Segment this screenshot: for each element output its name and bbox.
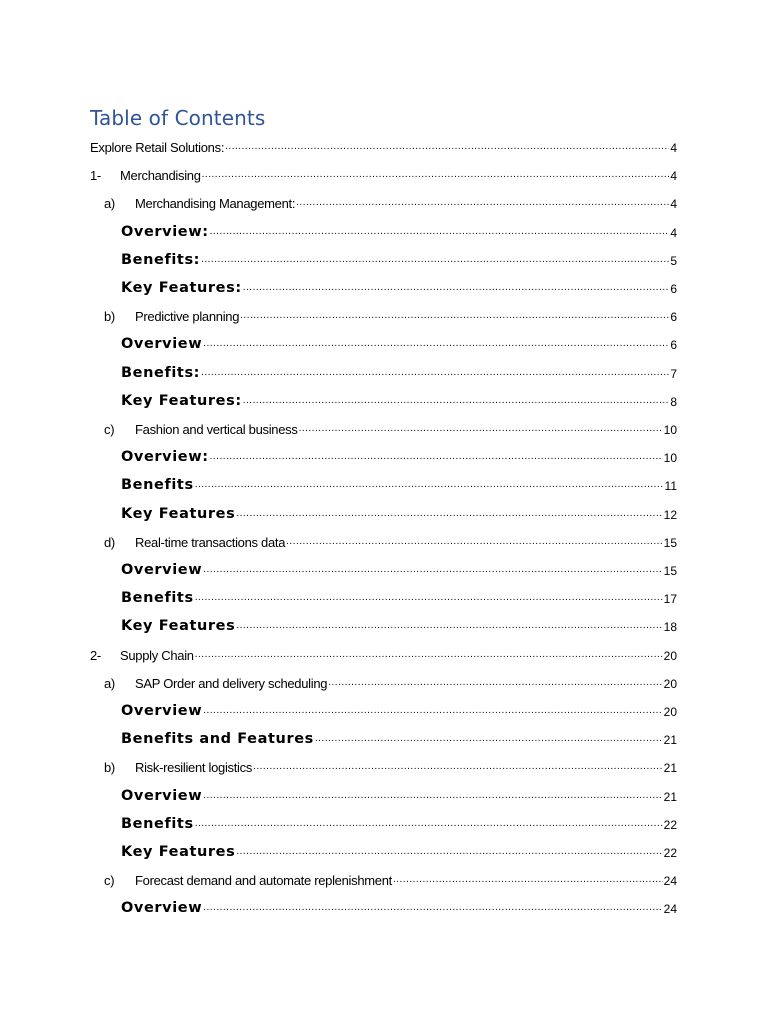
toc-entry-page-number: 21 — [663, 733, 677, 747]
toc-entry-number: a) — [104, 196, 115, 211]
toc-entry-label: Benefits — [121, 816, 194, 832]
toc-entry-label: Risk-resilient logistics — [135, 760, 253, 775]
toc-entry[interactable] — [104, 528, 677, 550]
toc-entry[interactable] — [121, 725, 677, 747]
toc-entry-number: b) — [104, 760, 115, 775]
toc-title: Table of Contents — [90, 106, 266, 130]
toc-entry-page-number: 10 — [663, 451, 677, 465]
toc-entry[interactable] — [121, 274, 677, 296]
toc-entry-label: Real-time transactions data — [135, 535, 286, 550]
toc-entry[interactable] — [121, 500, 677, 522]
dot-leader — [243, 283, 670, 293]
toc-entry[interactable] — [104, 753, 677, 775]
dot-leader — [195, 650, 663, 660]
toc-entry[interactable] — [104, 415, 677, 437]
toc-entry-label: Fashion and vertical business — [135, 422, 298, 437]
toc-entry-label: Benefits and Features — [121, 731, 314, 747]
toc-entry-label: Key Features — [121, 618, 236, 634]
toc-entry-label: Benefits: — [121, 365, 201, 381]
toc-entry-page-number: 4 — [670, 197, 677, 211]
toc-entry[interactable] — [121, 584, 677, 606]
toc-entry-page-number: 6 — [670, 338, 677, 352]
toc-entry[interactable] — [121, 218, 677, 240]
toc-entry-label: SAP Order and delivery scheduling — [135, 676, 328, 691]
dot-leader — [201, 368, 669, 378]
toc-entry-number: 1- — [90, 168, 101, 183]
dot-leader — [236, 509, 662, 519]
toc-entry-label: Overview — [121, 562, 203, 578]
toc-entry-label: Key Features — [121, 506, 236, 522]
toc-entry-label: Key Features: — [121, 393, 242, 409]
toc-entry-label: Overview: — [121, 449, 209, 465]
dot-leader — [203, 903, 662, 913]
dot-leader — [240, 311, 669, 321]
toc-entry[interactable] — [121, 612, 677, 634]
dot-leader — [203, 706, 662, 716]
dot-leader — [210, 227, 670, 237]
toc-entry[interactable] — [104, 669, 677, 691]
toc-entry-page-number: 5 — [670, 254, 677, 268]
toc-entry[interactable] — [121, 810, 677, 832]
toc-entry[interactable] — [121, 387, 677, 409]
dot-leader — [236, 621, 662, 631]
toc-entry-label: Merchandising Management: — [135, 196, 296, 211]
dot-leader — [315, 734, 663, 744]
dot-leader — [243, 396, 670, 406]
toc-entry-page-number: 8 — [670, 395, 677, 409]
toc-entry[interactable] — [90, 161, 677, 183]
toc-entry-number: c) — [104, 422, 115, 437]
dot-leader — [253, 762, 663, 772]
toc-entry[interactable] — [121, 838, 677, 860]
dot-leader — [328, 678, 662, 688]
toc-entry-page-number: 17 — [663, 592, 677, 606]
toc-entry-page-number: 10 — [663, 423, 677, 437]
dot-leader — [286, 537, 662, 547]
toc-entry[interactable] — [121, 443, 677, 465]
toc-entry[interactable] — [104, 189, 677, 211]
toc-entry-number: 2- — [90, 648, 101, 663]
toc-entry-page-number: 4 — [670, 169, 677, 183]
dot-leader — [203, 791, 662, 801]
toc-entry-page-number: 21 — [663, 761, 677, 775]
toc-entry-page-number: 21 — [663, 790, 677, 804]
toc-entry-page-number: 11 — [664, 479, 677, 493]
toc-entry[interactable] — [121, 556, 677, 578]
toc-entry[interactable] — [121, 471, 677, 493]
toc-entry-page-number: 4 — [670, 226, 677, 240]
toc-entry-label: Overview — [121, 788, 203, 804]
toc-entry-label: Overview — [121, 336, 203, 352]
toc-entry-label: Benefits — [121, 590, 194, 606]
dot-leader — [210, 452, 663, 462]
toc-entry-page-number: 15 — [663, 564, 677, 578]
toc-entry-label: Explore Retail Solutions: — [90, 140, 225, 155]
toc-entry-page-number: 20 — [663, 705, 677, 719]
toc-entry-label: Merchandising — [120, 168, 201, 183]
toc-entry[interactable] — [121, 246, 677, 268]
dot-leader — [202, 170, 670, 180]
dot-leader — [236, 847, 662, 857]
toc-entry[interactable] — [104, 302, 677, 324]
dot-leader — [296, 198, 669, 208]
dot-leader — [203, 339, 669, 349]
toc-entry-label: Supply Chain — [120, 648, 194, 663]
toc-entry-page-number: 12 — [663, 508, 677, 522]
dot-leader — [299, 424, 663, 434]
toc-entry-label: Key Features: — [121, 280, 242, 296]
toc-entry[interactable] — [121, 697, 677, 719]
toc-entry[interactable] — [121, 782, 677, 804]
toc-entry-number: c) — [104, 873, 115, 888]
dot-leader — [195, 819, 663, 829]
toc-entry[interactable] — [90, 133, 677, 155]
dot-leader — [201, 255, 669, 265]
toc-entry-label: Benefits: — [121, 252, 201, 268]
toc-entry-page-number: 18 — [663, 620, 677, 634]
toc-entry-number: d) — [104, 535, 115, 550]
dot-leader — [393, 875, 663, 885]
dot-leader — [195, 480, 664, 490]
toc-entry-page-number: 24 — [663, 902, 677, 916]
toc-entry-page-number: 20 — [663, 677, 677, 691]
toc-entry-label: Overview: — [121, 224, 209, 240]
toc-entry-label: Forecast demand and automate replenishment — [135, 873, 392, 888]
toc-entry-label: Predictive planning — [135, 309, 240, 324]
toc-entry-page-number: 22 — [663, 818, 677, 832]
toc-entry-page-number: 15 — [663, 536, 677, 550]
toc-entry[interactable] — [121, 894, 677, 916]
dot-leader — [195, 593, 663, 603]
dot-leader — [203, 565, 662, 575]
toc-entry-page-number: 6 — [670, 282, 677, 296]
toc-entry-label: Key Features — [121, 844, 236, 860]
toc-entry-page-number: 6 — [670, 310, 677, 324]
dot-leader — [225, 142, 669, 152]
toc-entry-page-number: 7 — [670, 367, 677, 381]
toc-entry-number: a) — [104, 676, 115, 691]
toc-entry[interactable] — [90, 641, 677, 663]
toc-entry-label: Benefits — [121, 477, 194, 493]
toc-entry[interactable] — [104, 866, 677, 888]
toc-entry[interactable] — [121, 359, 677, 381]
toc-entry-number: b) — [104, 309, 115, 324]
toc-entry-page-number: 4 — [670, 141, 677, 155]
toc-entry-label: Overview — [121, 900, 203, 916]
toc-entry-page-number: 20 — [663, 649, 677, 663]
toc-entry[interactable] — [121, 330, 677, 352]
toc-entry-label: Overview — [121, 703, 203, 719]
toc-entry-page-number: 22 — [663, 846, 677, 860]
toc-entry-page-number: 24 — [663, 874, 677, 888]
